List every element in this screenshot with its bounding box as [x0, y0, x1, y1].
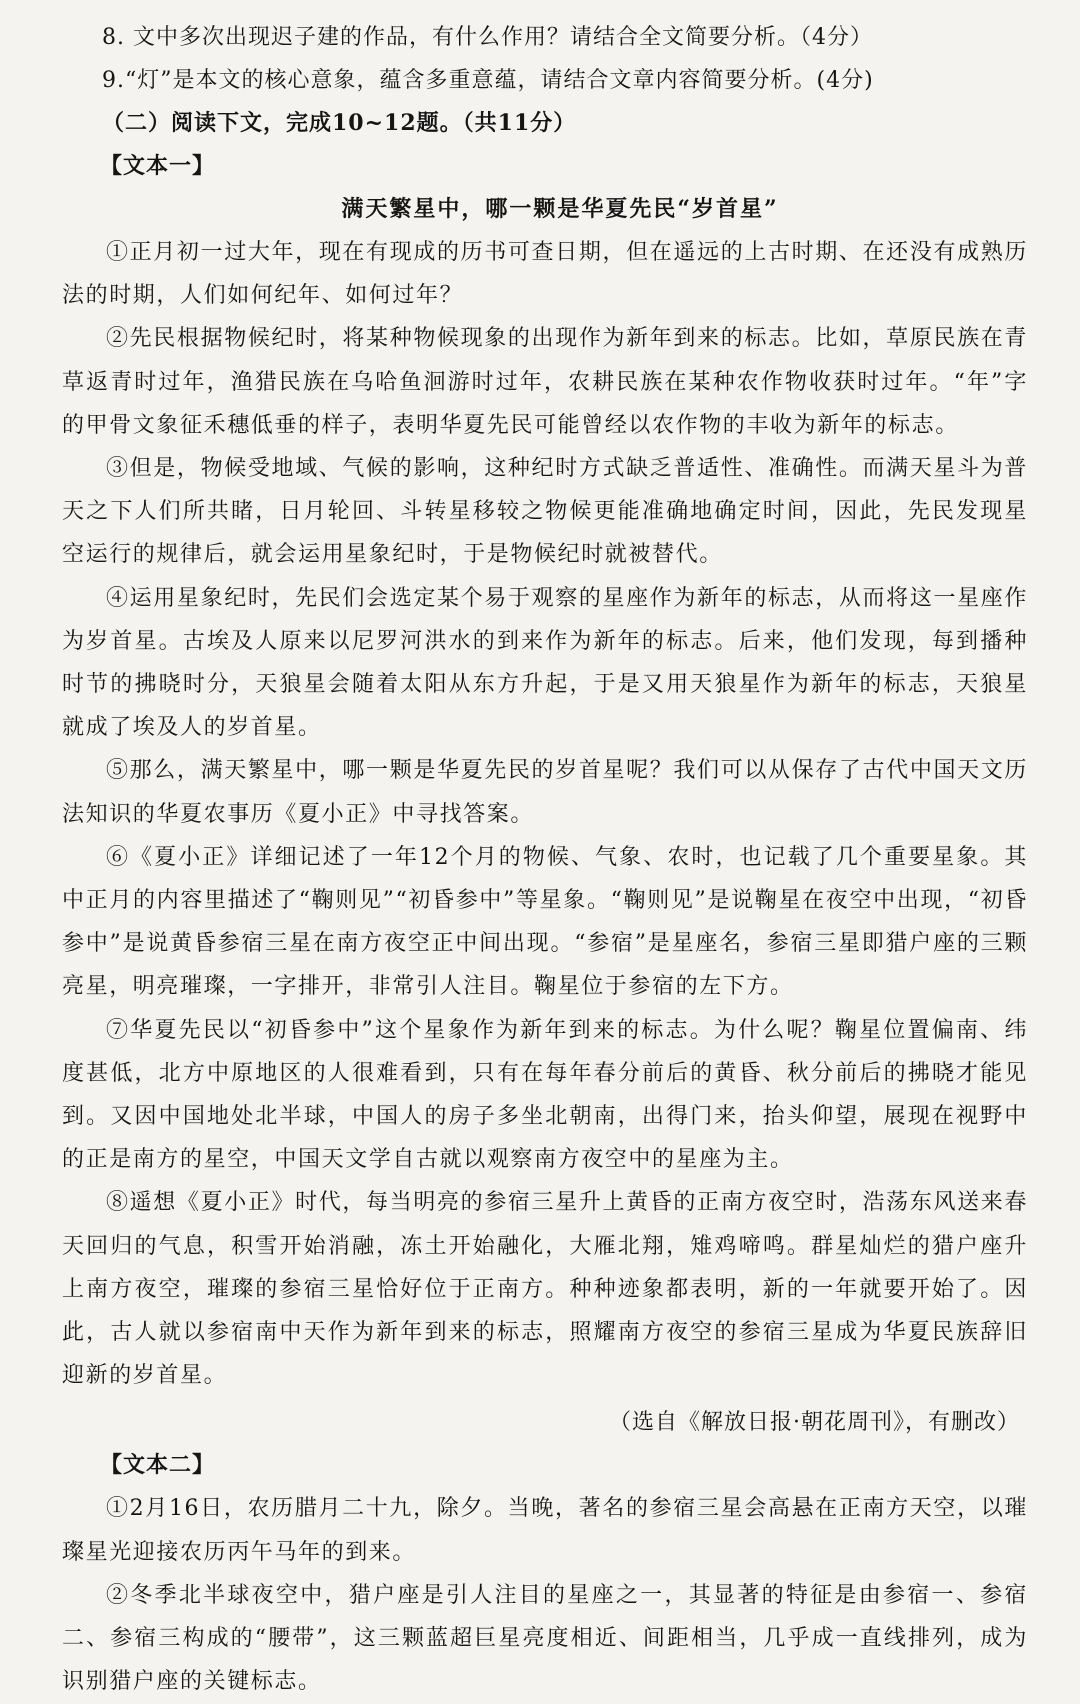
text-two-paragraph-1: ①2月16日，农历腊月二十九，除夕。当晚，著名的参宿三星会高悬在正南方天空，以璀璨星光迎接农历丙午马年的到来。	[62, 1496, 1028, 1565]
section-two-heading: （二）阅读下文，完成10~12题。（共11分）	[102, 110, 577, 136]
text-one-paragraph-5: ⑤那么，满天繁星中，哪一颗是华夏先民的岁首星呢？我们可以从保存了古代中国天文历法知识的华夏农事历《夏小正》中寻找答案。	[62, 758, 1028, 827]
text-one-paragraph-6: ⑥《夏小正》详细记述了一年12个月的物候、气象、农时，也记载了几个重要星象。其中正月的内容里描述了“鞠则见”“初昏参中”等星象。“鞠则见”是说鞠星在夜空中出现，“初昏参中”是说黄昏参宿三星在南方夜空正中间出现。“参宿”是星座名，参宿三星即猎户座的三颗亮星，明亮璀璨，一字排开，非常引人注目。鞠星位于参宿的左下方。	[62, 844, 1028, 1000]
question-8: 8. 文中多次出现迟子建的作品，有什么作用？请结合全文简要分析。（4分）	[102, 25, 873, 50]
article-title: 满天繁星中，哪一颗是华夏先民“岁首星”	[341, 196, 779, 222]
question-9: 9.“灯”是本文的核心意象，蕴含多重意蕴，请结合文章内容简要分析。(4分)	[102, 68, 874, 93]
source-citation: （选自《解放日报·朝花周刊》，有删改）	[609, 1410, 1020, 1436]
text-two-paragraph-2: ②冬季北半球夜空中，猎户座是引人注目的星座之一，其显著的特征是由参宿一、参宿二、参宿三构成的“腰带”，这三颗蓝超巨星亮度相近、间距相当，几乎成一直线排列，成为识别猎户座的关键标志。	[62, 1582, 1028, 1695]
text-one-paragraph-1: ①正月初一过大年，现在有现成的历书可查日期，但在遥远的上古时期、在还没有成熟历法的时期，人们如何纪年、如何过年？	[62, 240, 1028, 309]
text-one-paragraph-3: ③但是，物候受地域、气候的影响，这种纪时方式缺乏普适性、准确性。而满天星斗为普天之下人们所共睹，日月轮回、斗转星移较之物候更能准确地确定时间，因此，先民发现星空运行的规律后，就会运用星象纪时，于是物候纪时就被替代。	[62, 456, 1028, 568]
text-one-paragraph-8: ⑧遥想《夏小正》时代，每当明亮的参宿三星升上黄昏的正南方夜空时，浩荡东风送来春天回归的气息，积雪开始消融，冻土开始融化，大雁北翔，雉鸡啼鸣。群星灿烂的猎户座升上南方夜空，璀璨的参宿三星恰好位于正南方。种种迹象都表明，新的一年就要开始了。因此，古人就以参宿南中天作为新年到来的标志，照耀南方夜空的参宿三星成为华夏民族辞旧迎新的岁首星。	[62, 1190, 1028, 1389]
text-one-label: 【文本一】	[100, 153, 216, 179]
text-one-paragraph-2: ②先民根据物候纪时，将某种物候现象的出现作为新年到来的标志。比如，草原民族在青草返青时过年，渔猎民族在乌哈鱼洄游时过年，农耕民族在某种农作物收获时过年。“年”字的甲骨文象征禾穗低垂的样子，表明华夏先民可能曾经以农作物的丰收为新年的标志。	[62, 326, 1028, 438]
text-one-paragraph-4: ④运用星象纪时，先民们会选定某个易于观察的星座作为新年的标志，从而将这一星座作为岁首星。古埃及人原来以尼罗河洪水的到来作为新年的标志。后来，他们发现，每到播种时节的拂晓时分，天狼星会随着太阳从东方升起，于是又用天狼星作为新年的标志，天狼星就成了埃及人的岁首星。	[62, 585, 1028, 741]
text-two-label: 【文本二】	[100, 1452, 216, 1479]
text-one-paragraph-7: ⑦华夏先民以“初昏参中”这个星象作为新年到来的标志。为什么呢？鞠星位置偏南、纬度甚低，北方中原地区的人很难看到，只有在每年春分前后的黄昏、秋分前后的拂晓才能见到。又因中国地处北半球，中国人的房子多坐北朝南，出得门来，抬头仰望，展现在视野中的正是南方的星空，中国天文学自古就以观察南方夜空中的星座为主。	[62, 1017, 1028, 1173]
